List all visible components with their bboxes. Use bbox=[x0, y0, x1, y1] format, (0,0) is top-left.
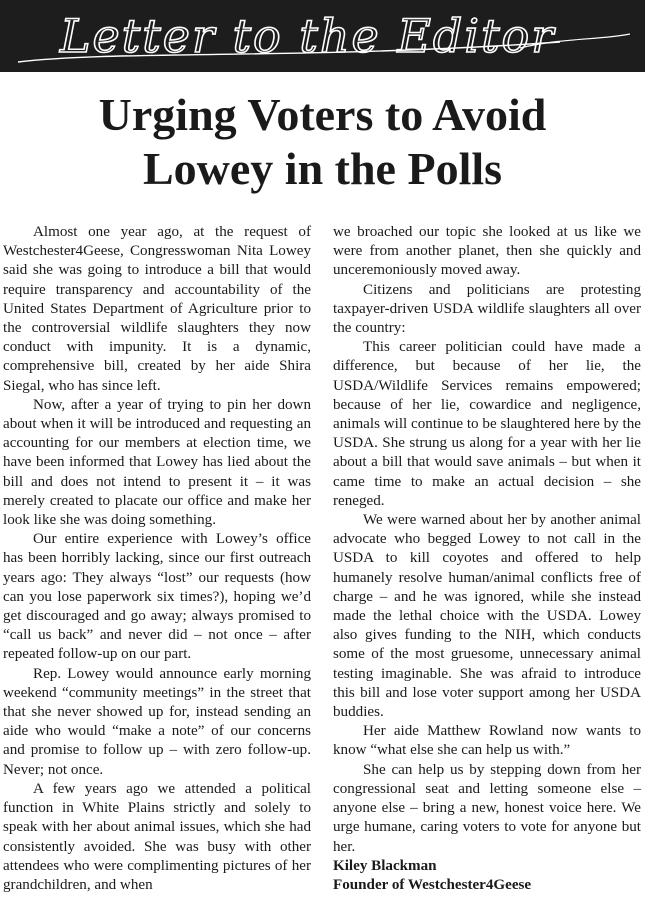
letter-to-editor-banner bbox=[0, 0, 645, 72]
signature-title: Founder of Westchester4Geese bbox=[333, 876, 532, 893]
paragraph: Almost one year ago, at the request of Westchester4Geese, Congresswoman Nita Lowey said she was going to introduce a bill that would require transparency and accountability of the United States Department of Agriculture prior to the controversial wildlife slaughters they now conduct with impunity. It is a dynamic, comprehensive bill, created by her aide Shira Siegal, who has since left. bbox=[3, 224, 311, 394]
right-column bbox=[333, 223, 641, 895]
headline-line-1: Urging Voters to Avoid bbox=[98, 89, 547, 140]
banner-title: Letter to the Editor bbox=[60, 9, 556, 63]
paragraph: Her aide Matthew Rowland now wants to know “what else she can help us with.” bbox=[333, 723, 641, 759]
signature-name: Kiley Blackman bbox=[333, 857, 437, 874]
paragraph: We were warned about her by another animal advocate who begged Lowey to not call in the USDA to kill coyotes and offered to help humanely resolve human/animal conflicts free of charge – and he was ignored, while she instead made the lethal choice with the USDA. Lowey also gives funding to the NIH, which conducts some of the most gruesome, unnecessary animal testing imaginable. She was afraid to introduce this bill and lose voter support among her USDA buddies. bbox=[333, 512, 641, 721]
left-column bbox=[3, 223, 311, 895]
headline-line-2: Lowey in the Polls bbox=[142, 143, 503, 194]
paragraph: Citizens and politicians are protesting taxpayer-driven USDA wildlife slaughters all over the country: bbox=[333, 281, 641, 337]
paragraph: Rep. Lowey would announce early morning weekend “community meetings” in the street that that she never showed up for, instead sending an aide who would “make a note” of our concerns and promise to follow up – with zero follow-up. Never; not once. bbox=[3, 665, 311, 778]
paragraph: She can help us by stepping down from her congressional seat and letting someone else – anyone else – bring a new, honest voice here. We urge humane, caring voters to vote for anyone but her. bbox=[333, 761, 641, 855]
page-bottom-fade bbox=[0, 904, 330, 918]
paragraph: Our entire experience with Lowey’s office has been horribly lacking, since our first outreach years ago: They always “lost” our requests (how can you lose paperwork six times?), hoping we’d get discouraged and go away; always promised to “call us back” and never did – not once – after repeated follow-up on our part. bbox=[3, 531, 311, 663]
paragraph: This career politician could have made a difference, but because of her lie, the USDA/Wildlife Services remains empowered; because of her lie, cowardice and negligence, animals will continue to be slaughtered here by the USDA. She strung us along for a year with her lie about a bill that would save animals – but when it came time to make an actual decision – she reneged. bbox=[333, 339, 641, 509]
paragraph: A few years ago we attended a political function in White Plains strictly and solely to speak with her about animal issues, which she had consistently avoided. She was busy with other attendees who were complimenting pictures of her grandchildren, and when bbox=[3, 780, 311, 893]
paragraph: Now, after a year of trying to pin her down about when it will be introduced and requesting an accounting for our members at election time, we have been informed that Lowey has lied about the bill and does not intend to present it – it was merely created to placate our office and make her look like she was doing something. bbox=[3, 396, 311, 529]
paragraph-continued: we broached our topic she looked at us like we were from another planet, then she quickly and unceremoniously moved away. bbox=[333, 224, 641, 279]
headline bbox=[0, 88, 645, 196]
